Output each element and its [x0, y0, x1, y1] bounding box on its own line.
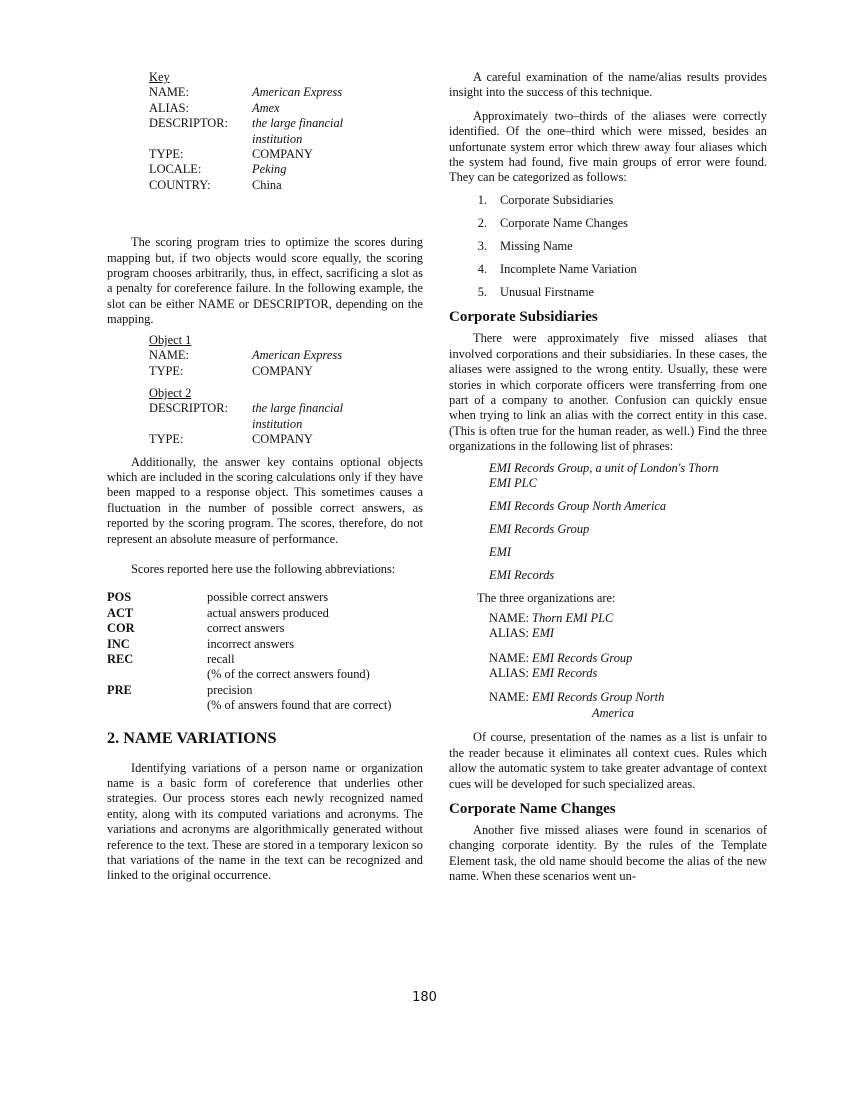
field-value: Peking: [252, 162, 287, 177]
paragraph-two-thirds: Approximately two–thirds of the aliases were correctly identified. Of the one–third which were missed, besides an unfortunate system error which threw away four aliases which the system had found, five main groups of error were found. They can be categorized as follows:: [449, 108, 767, 185]
org-alias-value: EMI: [532, 626, 555, 641]
org-name-row: [489, 690, 767, 705]
section-title-name-variations: 2. NAME VARIATIONS: [107, 728, 277, 747]
phrase-list: [449, 461, 767, 584]
abbreviation: [107, 698, 207, 713]
heading-corporate-name-changes: Corporate Name Changes: [449, 800, 616, 817]
abbreviation: PRE: [107, 682, 132, 697]
abbreviation: REC: [107, 652, 134, 666]
field-label: COUNTRY:: [149, 177, 211, 192]
list-item: [449, 216, 767, 231]
field-label: DESCRIPTOR:: [149, 401, 228, 416]
org-name-row: [489, 611, 767, 626]
field-label: [149, 417, 252, 432]
object1-block: [149, 333, 423, 448]
list-text: Corporate Name Changes: [500, 215, 628, 230]
field-value: the large financial: [252, 116, 344, 131]
org-alias-row: [489, 666, 767, 681]
field-label: DESCRIPTOR:: [149, 116, 228, 131]
error-group-list: [449, 193, 767, 301]
org-name-value: EMI Records Group North: [532, 690, 665, 705]
field-label: ALIAS:: [149, 100, 189, 115]
list-text: Unusual Firstname: [500, 285, 594, 300]
field-value: COMPANY: [252, 363, 313, 378]
list-text: Incomplete Name Variation: [500, 262, 637, 277]
list-item: [449, 193, 767, 208]
paragraph-subsidiaries: There were approximately five missed aliases that involved corporations and their subsidiaries. In these cases, the aliases were assigned to the wrong entity. Usually, these were stories in which corporate officers were transferring from one part of a company to another. Confusion can quickly ensue when trying to link an alias with the correct entity in this case. (This is often true for the human reader, as well.) Find the three organizations in the following list of phrases:: [449, 331, 767, 454]
org-alias-row: [489, 626, 767, 641]
list-number: 5.: [477, 285, 487, 300]
field-label: TYPE:: [149, 147, 184, 162]
field-label: LOCALE:: [149, 162, 202, 177]
paragraph-presentation: Of course, presentation of the names as a list is unfair to the reader because it eliminates all context cues. Rules which allow the automatic system to take greater advantage of context cues will be developed for such specialized areas.: [449, 730, 767, 791]
abbreviation: POS: [107, 590, 132, 605]
key-block: [149, 70, 423, 193]
three-orgs-label: The three organizations are:: [477, 591, 616, 606]
list-text: Missing Name: [500, 239, 573, 254]
paragraph-scoring: The scoring program tries to optimize the scores during mapping but, if two objects would score equally, the scoring program chooses arbitrarily, thus, in effect, sacrificing a slot as a penalty for coreference failure. In the following example, the slot can be either NAME or DESCRIPTOR, depending on the mapping.: [107, 235, 423, 327]
object1-title: Object 1: [149, 332, 192, 347]
abbreviation: [107, 667, 207, 682]
list-item: [449, 262, 767, 277]
abbreviation-meaning: recall: [207, 652, 235, 666]
field-value: American Express: [252, 348, 343, 363]
list-number: 2.: [477, 215, 487, 230]
abbreviation-list: [107, 590, 423, 713]
org-name-continuation: America: [592, 705, 634, 720]
paragraph-name-variations: Identifying variations of a person name or organization name is a basic form of coreference that underlies other strategies. Our process stores each newly recognized named entity, along with its computed variations and acronyms. The variations and acronyms are algorithmically generated without reference to the text. These are stored in a temporary lexicon so that variations of the name in the text can be recognized and linked to the original occurrence.: [107, 760, 423, 883]
heading-corporate-subsidiaries: Corporate Subsidiaries: [449, 309, 598, 326]
abbreviation-meaning: possible correct answers: [207, 590, 329, 605]
paragraph-name-changes: Another five missed aliases were found in scenarios of changing corporate identity. By the rules of the Template Element task, the old name should become the alias of the new name. When these scenarios went un-: [449, 822, 767, 884]
list-number: 4.: [477, 262, 487, 277]
abbreviation-meaning: actual answers produced: [207, 605, 329, 620]
field-value: institution: [252, 131, 303, 146]
paragraph-careful-examination: A careful examination of the name/alias results provides insight into the success of this technique.: [449, 70, 767, 100]
phrase-item: EMI Records Group, a unit of London's Thorn EMI PLC: [489, 460, 719, 490]
abbreviation: COR: [107, 621, 135, 636]
list-number: 1.: [477, 192, 487, 207]
organization-entry: [489, 690, 767, 721]
abbreviation: INC: [107, 636, 130, 651]
paragraph-abbreviations: Scores reported here use the following abbreviations:: [131, 561, 396, 576]
object2-title: Object 2: [149, 385, 192, 400]
field-value: the large financial: [252, 401, 344, 416]
phrase-item: EMI Records: [489, 568, 555, 583]
field-value: COMPANY: [252, 147, 313, 162]
field-value: COMPANY: [252, 432, 313, 447]
field-value: American Express: [252, 85, 343, 100]
organization-list: [489, 611, 767, 721]
list-number: 3.: [477, 239, 487, 254]
right-column: [449, 70, 767, 885]
field-label: TYPE:: [149, 432, 184, 447]
org-name-value: EMI Records Group: [532, 650, 633, 665]
phrase-item: EMI: [489, 545, 512, 560]
left-column: [107, 70, 423, 884]
field-label: [149, 132, 252, 147]
key-title: Key: [149, 70, 170, 84]
field-value: China: [252, 177, 282, 192]
organization-entry: [489, 611, 767, 642]
field-label: TYPE:: [149, 363, 184, 378]
phrase-item: EMI Records Group: [489, 522, 590, 537]
phrase-item: EMI Records Group North America: [489, 499, 667, 514]
key-table: [149, 85, 423, 193]
org-alias-label: ALIAS:: [489, 626, 529, 641]
org-name-label: NAME:: [489, 650, 529, 665]
org-alias-label: ALIAS:: [489, 666, 529, 681]
abbreviation-meaning: correct answers: [207, 621, 285, 636]
organization-entry: [489, 651, 767, 682]
org-name-label: NAME:: [489, 610, 529, 625]
org-name-value: Thorn EMI PLC: [532, 610, 614, 625]
org-name-label: NAME:: [489, 690, 529, 705]
field-value: Amex: [252, 100, 280, 115]
abbreviation-meaning: (% of answers found that are correct): [207, 698, 392, 713]
paragraph-optional-objects: Additionally, the answer key contains optional objects which are included in the scoring calculations only if they have been mapped to a response object. This sometimes causes a fluctuation in the number of possible correct answers, as reported by the scoring program. The scores, therefore, do not represent an absolute measure of performance.: [107, 454, 423, 546]
field-value: institution: [252, 416, 303, 431]
object2-table: [149, 401, 423, 447]
list-item: [449, 285, 767, 300]
abbreviation-meaning: incorrect answers: [207, 636, 295, 651]
page-number: 180: [412, 990, 437, 1005]
org-name-row: [489, 651, 767, 666]
list-text: Corporate Subsidiaries: [500, 192, 614, 207]
field-label: NAME:: [149, 85, 189, 100]
abbreviation-meaning: (% of the correct answers found): [207, 667, 370, 682]
object1-table: [149, 348, 423, 379]
list-item: [449, 239, 767, 254]
field-label: NAME:: [149, 348, 189, 363]
org-alias-value: EMI Records: [532, 666, 598, 681]
abbreviation-meaning: precision: [207, 682, 253, 697]
abbreviation: ACT: [107, 605, 134, 620]
